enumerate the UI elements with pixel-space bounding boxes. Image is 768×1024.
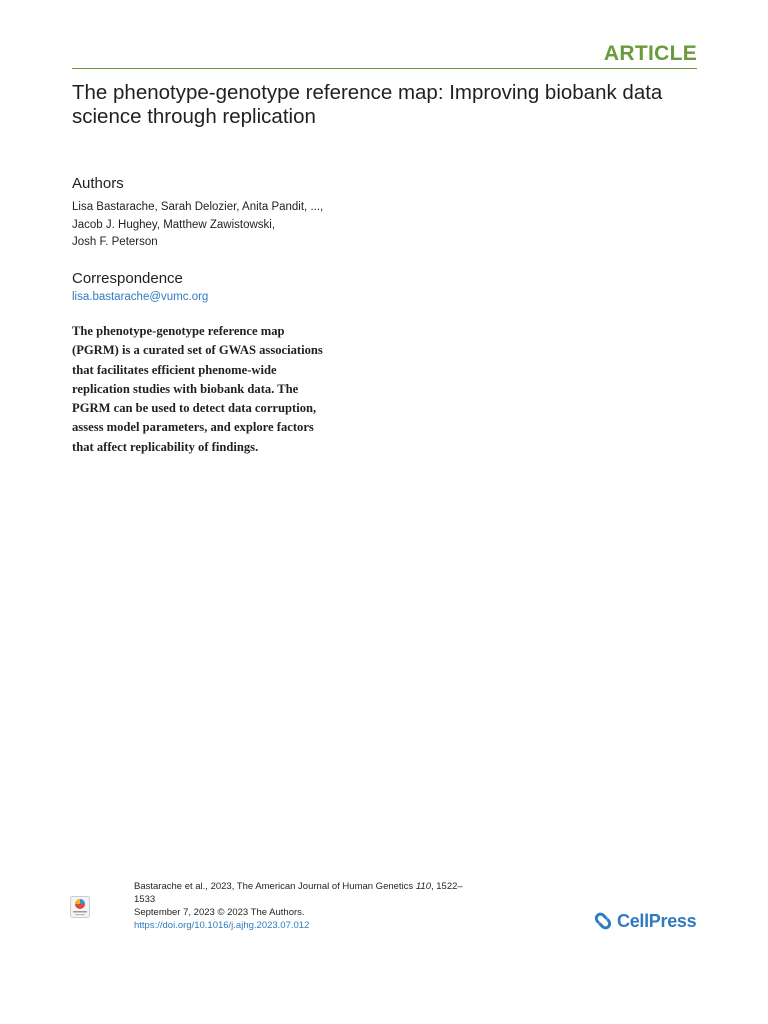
doi-link[interactable]: https://doi.org/10.1016/j.ajhg.2023.07.012 [134,920,310,931]
article-type-label: ARTICLE [603,42,697,65]
citation-volume: 110 [415,881,431,892]
cellpress-wordmark: CellPress [617,910,697,931]
citation-source: Bastarache et al., 2023, The American Journal of Human Genetics [134,881,416,892]
author-line: Lisa Bastarache, Sarah Delozier, Anita Pandit, ..., [72,201,324,213]
highlights-summary [72,322,384,457]
summary-line: that facilitates efficient phenome-wide [72,362,277,377]
correspondence-heading: Correspondence [72,270,183,287]
correspondence-email-link[interactable]: lisa.bastarache@vumc.org [72,291,209,303]
check-for-updates-icon[interactable] [70,896,90,918]
title-line: The phenotype-genotype reference map: Improving biobank data [72,81,663,104]
citation-pages: , 1522– [430,881,463,892]
cellpress-logo-icon [592,910,614,932]
author-line: Josh F. Peterson [72,236,158,248]
summary-line: The phenotype-genotype reference map [72,324,285,338]
summary-line: PGRM can be used to detect data corruption, [72,401,317,416]
summary-line: that affect replicability of findings. [72,439,259,454]
citation-line [134,880,534,893]
summary-line: assess model parameters, and explore factors [72,420,314,435]
title-line: science through replication [72,105,316,128]
citation-pages-end: 1533 [134,894,156,905]
authors-list [72,199,372,252]
citation-block [134,880,534,932]
author-line: Jacob J. Hughey, Matthew Zawistowski, [72,218,276,231]
cellpress-logo[interactable] [592,910,696,932]
article-title [72,81,682,129]
authors-heading: Authors [72,175,124,192]
summary-line: replication studies with biobank data. The [72,381,299,396]
summary-line: (PGRM) is a curated set of GWAS associations [72,343,323,358]
header-divider [72,68,697,69]
citation-date: September 7, 2023 © 2023 The Authors. [134,907,305,918]
